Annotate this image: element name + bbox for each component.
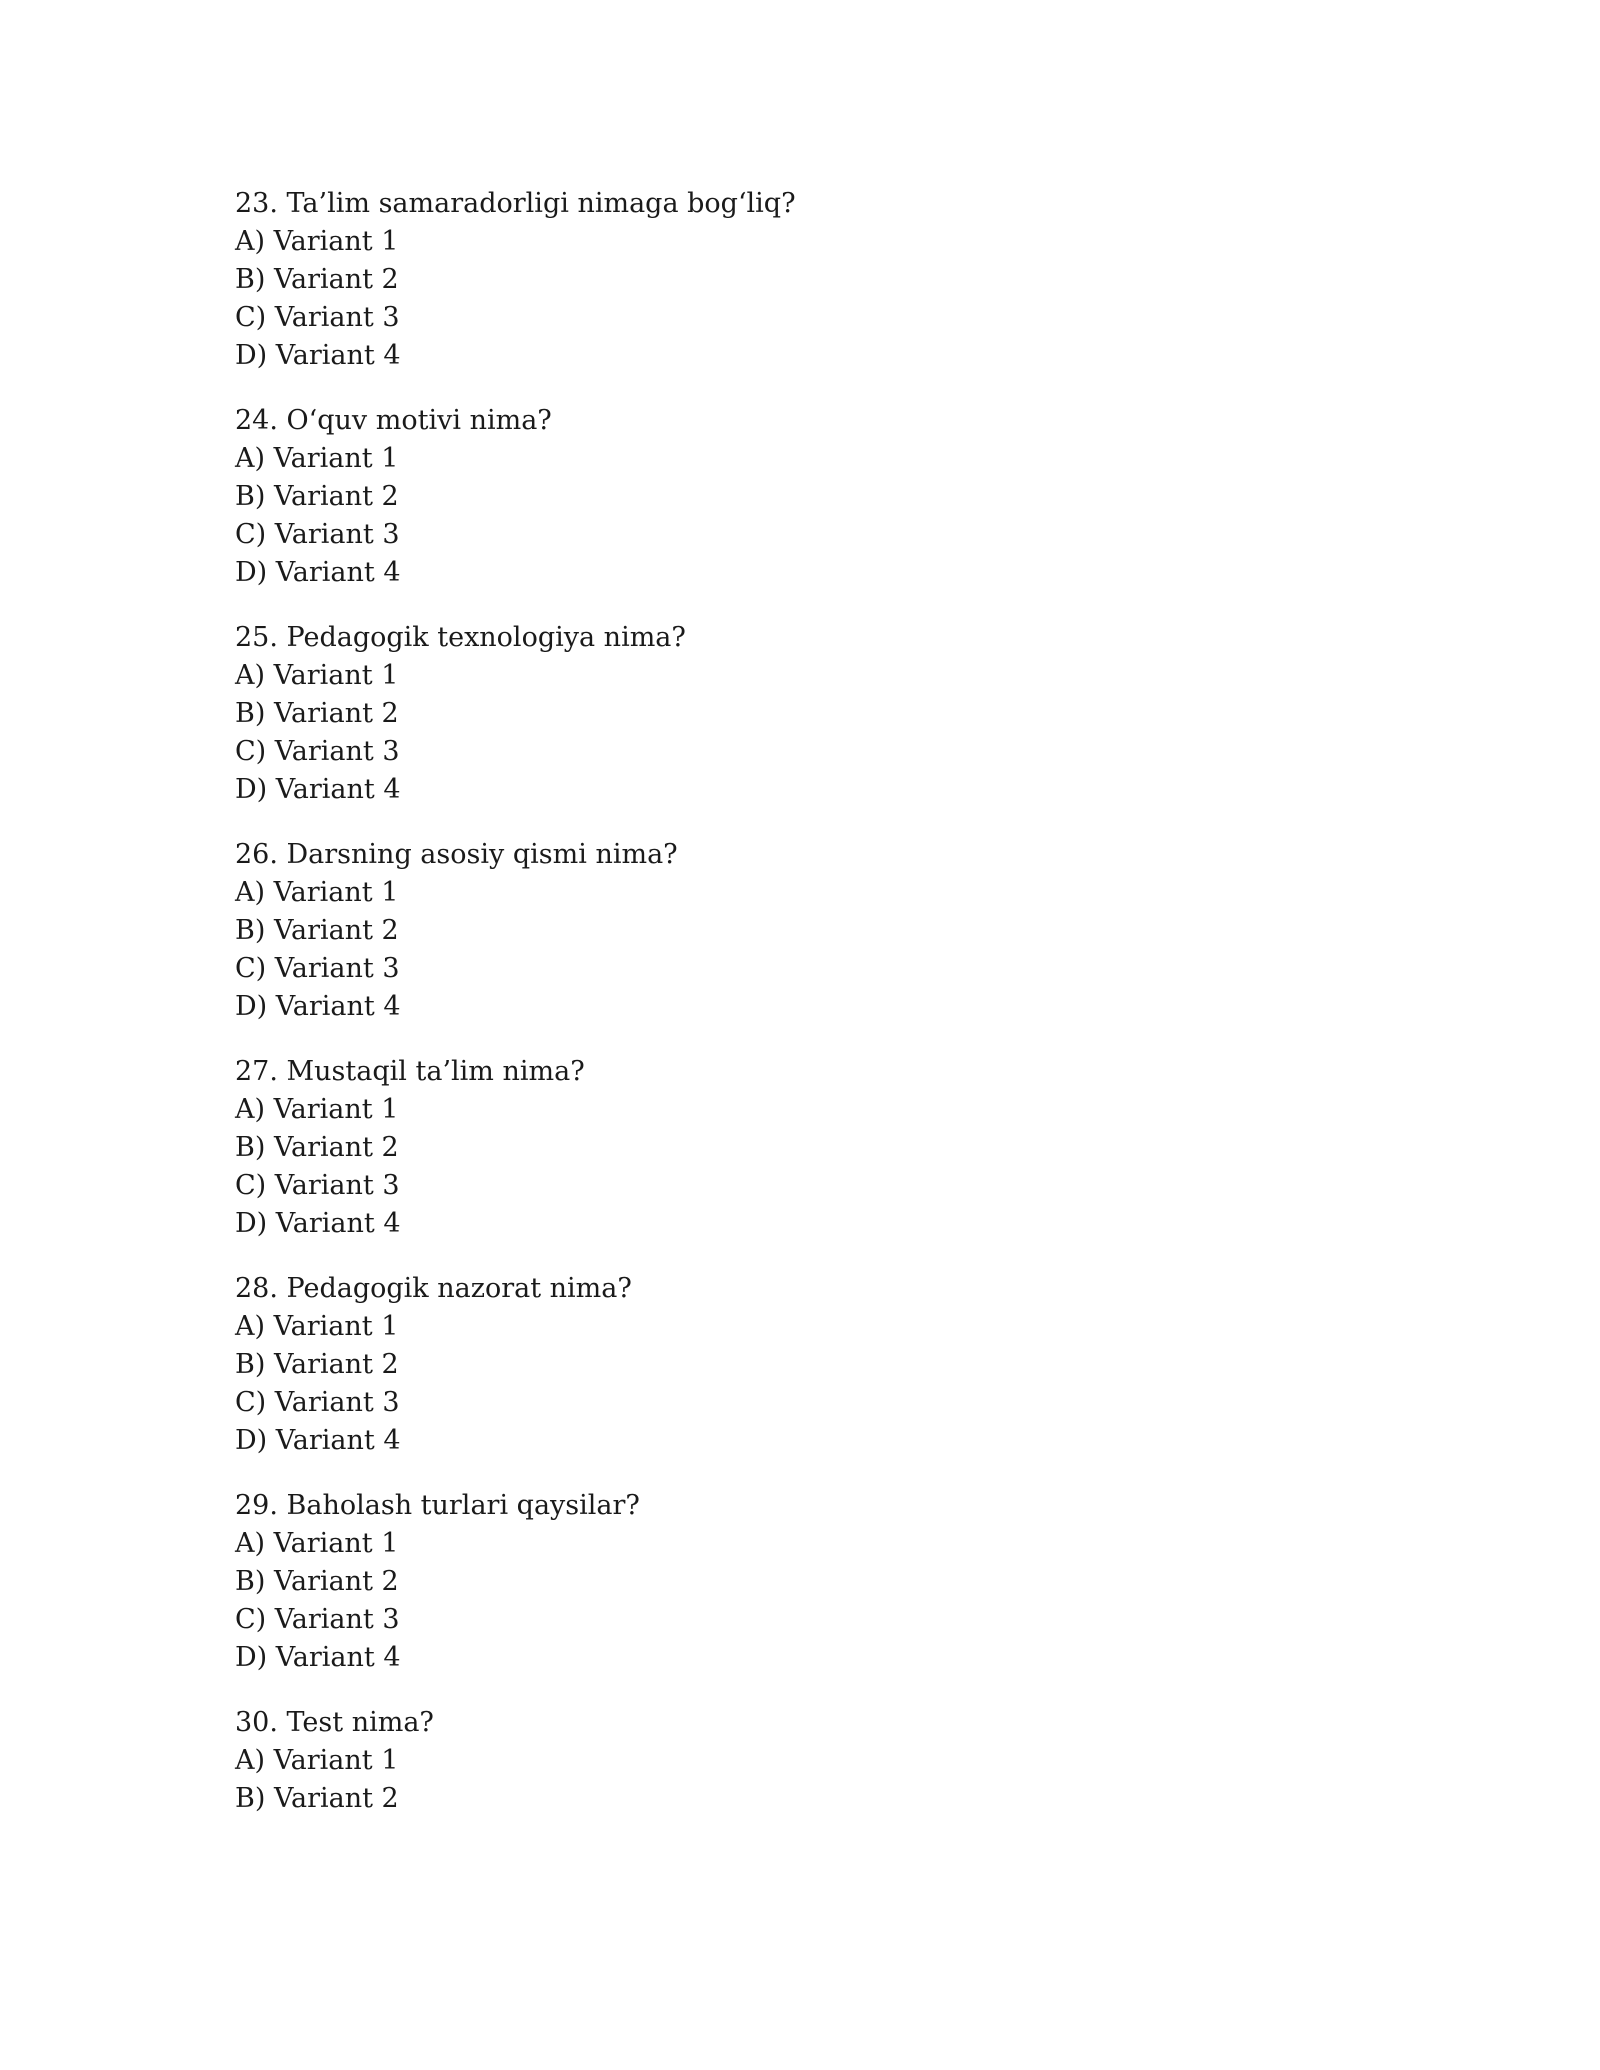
answer-option-a: A) Variant 1: [235, 443, 399, 474]
question-text: 24. O‘quv motivi nima?: [235, 405, 552, 436]
answer-option-d: D) Variant 4: [235, 991, 401, 1022]
answer-option-a: A) Variant 1: [235, 226, 399, 257]
question-text: 29. Baholash turlari qaysilar?: [235, 1490, 640, 1521]
question-26: [235, 836, 1385, 1026]
answer-option-a: A) Variant 1: [235, 660, 399, 691]
question-25: [235, 619, 1385, 809]
answer-option-b: B) Variant 2: [235, 1566, 399, 1597]
question-text: 27. Mustaqil ta’lim nima?: [235, 1056, 585, 1087]
answer-option-a: A) Variant 1: [235, 1745, 399, 1776]
answer-option-d: D) Variant 4: [235, 774, 401, 805]
question-text: 25. Pedagogik texnologiya nima?: [235, 622, 686, 653]
answer-option-d: D) Variant 4: [235, 1425, 401, 1456]
answer-option-a: A) Variant 1: [235, 1094, 399, 1125]
answer-option-a: A) Variant 1: [235, 1528, 399, 1559]
question-30: [235, 1704, 1385, 1818]
answer-option-b: B) Variant 2: [235, 264, 399, 295]
question-29: [235, 1487, 1385, 1677]
question-text: 30. Test nima?: [235, 1707, 434, 1738]
answer-option-c: C) Variant 3: [235, 736, 400, 767]
answer-option-d: D) Variant 4: [235, 340, 401, 371]
answer-option-d: D) Variant 4: [235, 1642, 401, 1673]
question-text: 26. Darsning asosiy qismi nima?: [235, 839, 678, 870]
answer-option-a: A) Variant 1: [235, 1311, 399, 1342]
answer-option-d: D) Variant 4: [235, 1208, 401, 1239]
answer-option-b: B) Variant 2: [235, 915, 399, 946]
answer-option-c: C) Variant 3: [235, 302, 400, 333]
answer-option-b: B) Variant 2: [235, 1132, 399, 1163]
answer-option-b: B) Variant 2: [235, 698, 399, 729]
answer-option-c: C) Variant 3: [235, 1170, 400, 1201]
question-list: [235, 185, 1385, 1845]
question-text: 28. Pedagogik nazorat nima?: [235, 1273, 632, 1304]
question-text: 23. Ta’lim samaradorligi nimaga bog‘liq?: [235, 188, 796, 219]
answer-option-c: C) Variant 3: [235, 1604, 400, 1635]
answer-option-b: B) Variant 2: [235, 1349, 399, 1380]
answer-option-c: C) Variant 3: [235, 519, 400, 550]
answer-option-c: C) Variant 3: [235, 953, 400, 984]
answer-option-d: D) Variant 4: [235, 557, 401, 588]
question-27: [235, 1053, 1385, 1243]
question-23: [235, 185, 1385, 375]
answer-option-b: B) Variant 2: [235, 481, 399, 512]
answer-option-c: C) Variant 3: [235, 1387, 400, 1418]
answer-option-a: A) Variant 1: [235, 877, 399, 908]
question-24: [235, 402, 1385, 592]
answer-option-b: B) Variant 2: [235, 1783, 399, 1814]
question-28: [235, 1270, 1385, 1460]
